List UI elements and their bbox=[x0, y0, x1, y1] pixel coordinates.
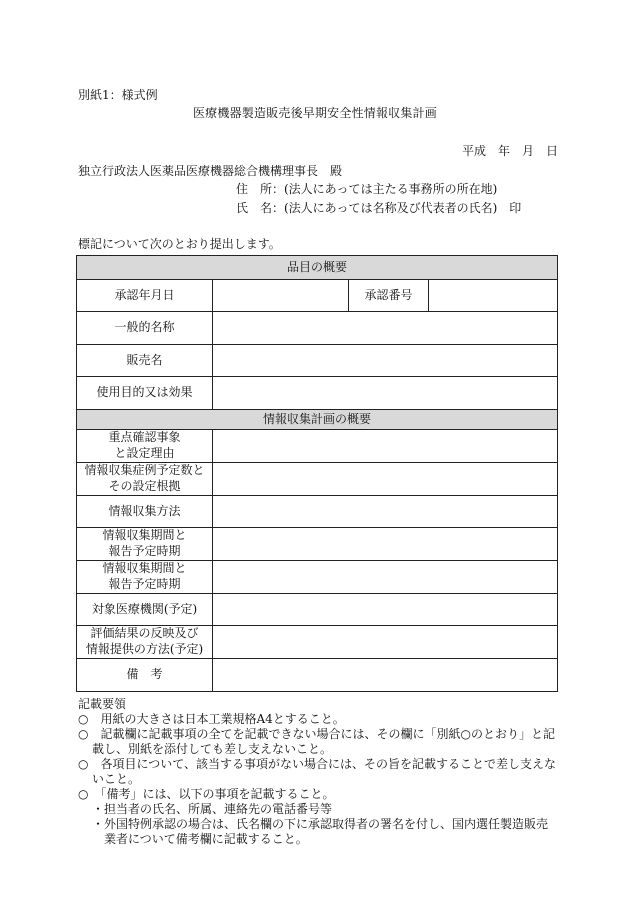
period-label-1 bbox=[77, 528, 213, 561]
approval-number-field[interactable] bbox=[429, 280, 558, 312]
period-label-1-line1: 情報収集期間と bbox=[102, 528, 187, 543]
approval-date-label: 承認年月日 bbox=[77, 280, 213, 312]
intro-text: 標記について次のとおり提出します。 bbox=[78, 237, 281, 251]
approval-number-label: 承認番号 bbox=[349, 280, 429, 312]
institutions-label: 対象医療機関(予定) bbox=[77, 594, 213, 626]
instruction-item: ○ 各項目について、該当する事項がない場合には、その旨を記載することで差し支えないこと。 bbox=[78, 757, 556, 786]
period-field-2[interactable] bbox=[213, 561, 558, 594]
applicant-name-line: 氏 名：(法人にあっては名称及び代表者の氏名) 印 bbox=[236, 201, 522, 215]
key-items-field[interactable] bbox=[213, 430, 558, 463]
approval-date-field[interactable] bbox=[213, 280, 349, 312]
addressee: 独立行政法人医薬品医療機器総合機構理事長 殿 bbox=[78, 164, 343, 178]
reflection-field[interactable] bbox=[213, 626, 558, 659]
period-label-2-line1: 情報収集期間と bbox=[102, 561, 187, 576]
applicant-address-line: 住 所：(法人にあっては主たる事務所の所在地) bbox=[236, 182, 498, 196]
case-count-field[interactable] bbox=[213, 463, 558, 496]
sales-name-field[interactable] bbox=[213, 345, 558, 377]
period-label-2-line2: 報告予定時期 bbox=[108, 577, 181, 591]
date-line: 平成 年 月 日 bbox=[462, 144, 559, 158]
case-count-label-line1: 情報収集症例予定数と bbox=[84, 463, 205, 478]
instruction-item: ○ 記載欄に記載事項の全てを記載できない場合には、その欄に「別紙○のとおり」と記載し、別紙を添付しても差し支えないこと。 bbox=[78, 727, 555, 756]
document-title: 医療機器製造販売後早期安全性情報収集計画 bbox=[192, 106, 437, 120]
key-items-label bbox=[77, 430, 213, 463]
purpose-label: 使用目的又は効果 bbox=[77, 377, 213, 410]
generic-name-field[interactable] bbox=[213, 312, 558, 345]
reflection-label-line1: 評価結果の反映及び bbox=[90, 626, 199, 641]
instruction-item: ○ 用紙の大きさは日本工業規格A4とすること。 bbox=[78, 712, 345, 726]
period-label-1-line2: 報告予定時期 bbox=[108, 544, 181, 558]
institutions-field[interactable] bbox=[213, 594, 558, 626]
instructions bbox=[78, 697, 558, 847]
case-count-label-line2: その設定根拠 bbox=[108, 479, 181, 493]
section-header-plan-overview: 情報収集計画の概要 bbox=[77, 410, 558, 430]
method-field[interactable] bbox=[213, 496, 558, 528]
application-form-table bbox=[76, 255, 558, 692]
key-items-label-line1: 重点確認事象 bbox=[108, 430, 181, 445]
instruction-subitem: ・外国特例承認の場合は、氏名欄の下に承認取得者の署名を付し、国内選任製造販売業者について備考欄に記載すること。 bbox=[92, 817, 549, 846]
period-field-1[interactable] bbox=[213, 528, 558, 561]
reflection-label-line2: 情報提供の方法(予定) bbox=[85, 642, 204, 656]
remarks-field[interactable] bbox=[213, 659, 558, 692]
period-label-2 bbox=[77, 561, 213, 594]
remarks-label: 備 考 bbox=[77, 659, 213, 692]
instruction-subitem: ・担当者の氏名、所属、連絡先の電話番号等 bbox=[92, 802, 333, 816]
method-label: 情報収集方法 bbox=[77, 496, 213, 528]
generic-name-label: 一般的名称 bbox=[77, 312, 213, 345]
case-count-label bbox=[77, 463, 213, 496]
reflection-label bbox=[77, 626, 213, 659]
instruction-item: ○ 「備考」には、以下の事項を記載すること。 bbox=[78, 787, 335, 801]
sales-name-label: 販売名 bbox=[77, 345, 213, 377]
section-header-item-overview: 品目の概要 bbox=[77, 256, 558, 280]
key-items-label-line2: と設定理由 bbox=[114, 446, 175, 460]
instructions-heading: 記載要領 bbox=[78, 697, 127, 711]
purpose-field[interactable] bbox=[213, 377, 558, 410]
form-label: 別紙1：様式例 bbox=[78, 88, 158, 102]
